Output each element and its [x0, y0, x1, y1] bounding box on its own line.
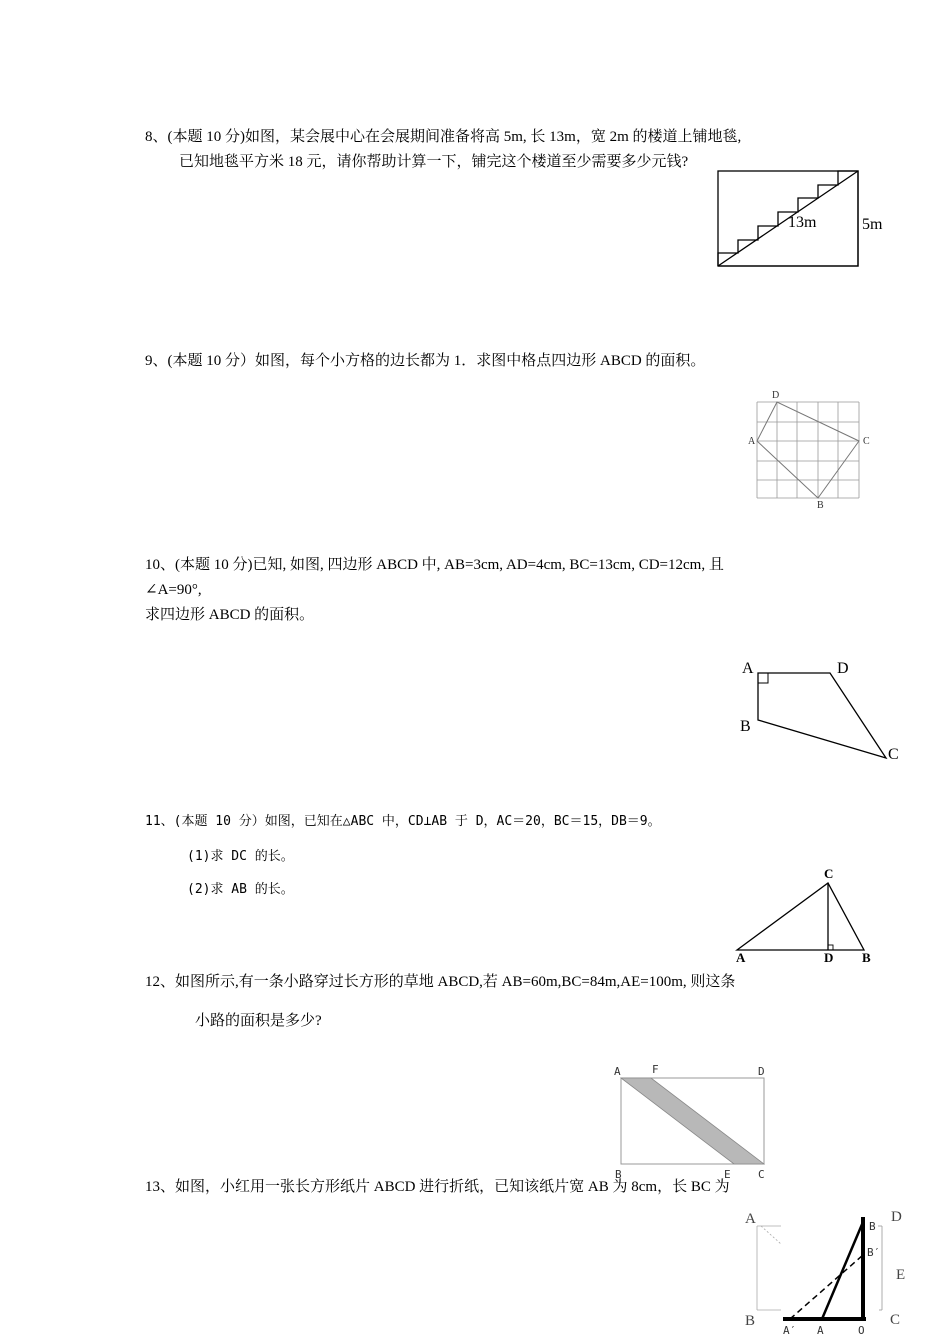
q10-line1: 10、(本题 10 分)已知, 如图, 四边形 ABCD 中, AB=3cm, AD=4cm, BC=13cm, CD=12cm, 且	[145, 557, 724, 573]
q11-triangle	[737, 883, 864, 950]
q9-label-D: D	[772, 390, 780, 401]
q11-label-C: C	[824, 866, 834, 881]
q10-label-D: D	[837, 660, 849, 677]
q10-quadrilateral	[758, 673, 886, 758]
q10-label-B: B	[740, 718, 751, 735]
q13-label-A-prime: A′	[783, 1324, 797, 1337]
q13-fold-shape	[783, 1217, 866, 1320]
q10-line2: ∠A=90°,	[145, 582, 202, 598]
q11-part2: (2)求 AB 的长。	[187, 882, 294, 897]
q11-label-A: A	[736, 950, 746, 965]
q9-line1: 9、(本题 10 分）如图，每个小方格的边长都为 1．求图中格点四边形 ABCD 的面积。	[145, 353, 706, 369]
q13-label-C: C	[890, 1312, 901, 1328]
q12-label-E: E	[724, 1168, 731, 1181]
q12-label-D: D	[758, 1065, 765, 1078]
q13-label-O: O	[858, 1324, 865, 1337]
q13-left-paper	[757, 1226, 781, 1310]
q11-label-B: B	[862, 950, 871, 965]
q12-label-B: B	[615, 1168, 622, 1181]
q12-line1: 12、如图所示,有一条小路穿过长方形的草地 ABCD,若 AB=60m,BC=84m,AE=100m, 则这条	[145, 974, 736, 990]
q13-label-A: A	[745, 1211, 756, 1227]
q8-line2: 已知地毯平方米 18 元，请你帮助计算一下，铺完这个楼道至少需要多少元钱?	[179, 154, 689, 170]
q12-rectangle	[621, 1078, 764, 1164]
q9-quadrilateral	[757, 402, 859, 498]
q13-label-A-base: A	[817, 1324, 824, 1337]
q13-right-paper	[878, 1226, 882, 1310]
q13-label-B-top: B	[869, 1220, 876, 1233]
q8-line1: 8、(本题 10 分)如图，某会展中心在会展期间准备将高 5m, 长 13m，宽 2m 的楼道上铺地毯,	[145, 129, 742, 145]
q10-right-angle	[758, 673, 768, 683]
q8-label-long: 13m	[788, 214, 817, 231]
q9-label-A: A	[748, 436, 756, 447]
q12-line2: 小路的面积是多少?	[195, 1013, 322, 1029]
q13-label-E: E	[896, 1267, 906, 1283]
q13-label-D: D	[891, 1209, 902, 1225]
q11-line1: 11、(本题 10 分）如图，已知在△ABC 中，CD⊥AB 于 D，AC＝20，BC＝15，DB＝9。	[145, 814, 661, 829]
q13-ladder	[822, 1222, 863, 1319]
q13-label-B: B	[745, 1313, 756, 1329]
q9-label-B: B	[817, 500, 824, 511]
q11-part1: (1)求 DC 的长。	[187, 849, 294, 864]
q12-label-F: F	[652, 1063, 659, 1076]
q10-label-C: C	[888, 746, 899, 763]
q13-label-B-prime: B′	[867, 1246, 881, 1259]
q10-line3: 求四边形 ABCD 的面积。	[145, 607, 315, 623]
q13-dashed-fold	[790, 1255, 863, 1319]
q11-label-D: D	[824, 950, 834, 965]
q12-path-strip	[621, 1078, 764, 1164]
q8-label-height: 5m	[862, 216, 883, 233]
q12-label-A: A	[614, 1065, 621, 1078]
q12-label-C: C	[758, 1168, 765, 1181]
q9-label-C: C	[863, 436, 870, 447]
q9-grid	[757, 402, 859, 498]
q13-line1: 13、如图，小红用一张长方形纸片 ABCD 进行折纸，已知该纸片宽 AB 为 8cm，长 BC 为	[145, 1179, 730, 1195]
q10-label-A: A	[742, 660, 754, 677]
